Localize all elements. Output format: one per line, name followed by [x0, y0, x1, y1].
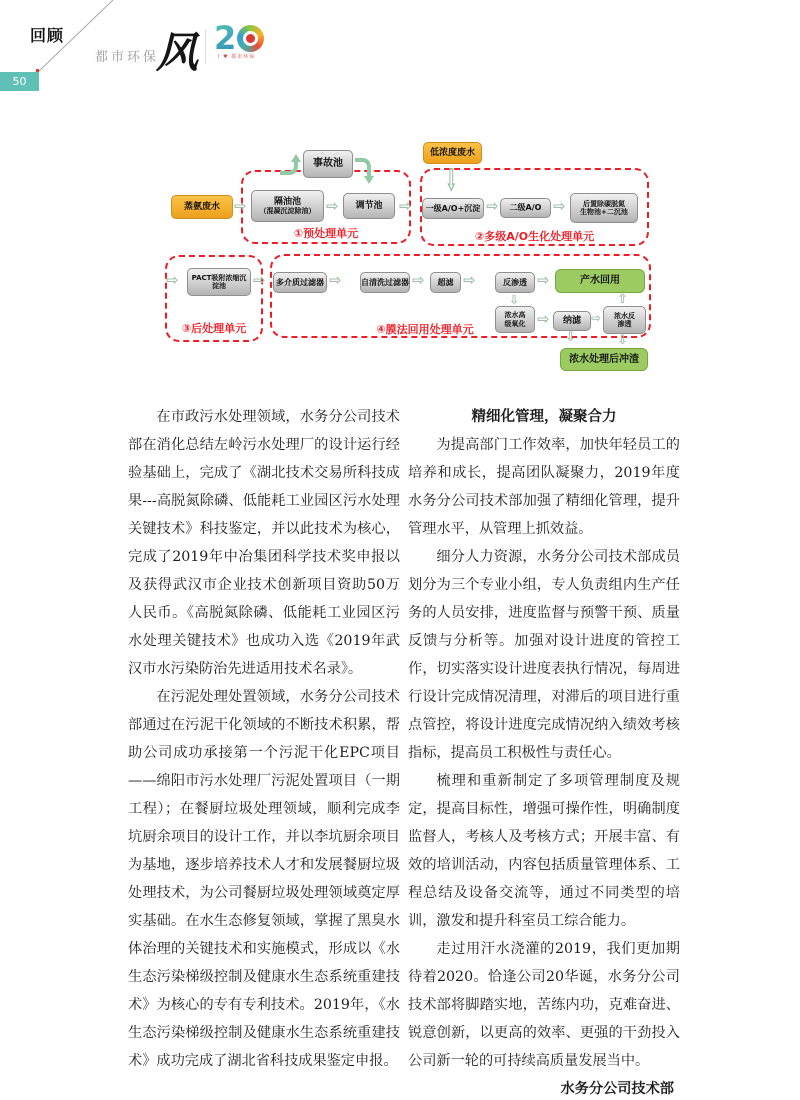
- paragraph: 细分人力资源，水务分公司技术部成员划分为三个专业小组，专人负责组内生产任务的人员安排，进度监督与预警干预、质量反馈与分析等。加强对设计进度的管控工作，切实落实设计进度表执行情况，每周进行设计完成情况清理，对滞后的项目进行重点管控，将设计进度完成情况纳入绩效考核指标，提高员工积极性与责任心。: [408, 549, 680, 761]
- node-label-line: 淀池: [212, 282, 226, 290]
- unit4-label: ④膜法回用处理单元: [376, 323, 474, 336]
- flow-arrow-right-icon: [412, 273, 425, 288]
- flow-arrow-right-icon: [537, 312, 550, 327]
- paragraph: 为提高部门工作效率，加快年轻员工的培养和成长，提高团队凝聚力，2019年度水务分公司技术部加强了精细化管理，提升管理水平，从管理上抓效益。: [408, 437, 680, 537]
- node-ultrafiltration: 超滤: [430, 272, 461, 293]
- unit2-label: ②多级A/O生化处理单元: [474, 230, 595, 243]
- flow-arrow-up-icon: [617, 293, 628, 306]
- flow-arrow-right-icon: [537, 273, 550, 288]
- paragraph: 在市政污水处理领域，水务分公司技术部在消化总结左岭污水处理厂的设计运行经验基础上，完成了《湖北技术交易所科技成果---高脱氮除磷、低能耗工业园区污水处理关键技术》科技鉴定，并以此技术为核心，完成了2019年中冶集团科学技术奖申报以及获得武汉市企业技术创新项目资助50万人民币。《高脱氮除磷、低能耗工业园区污水处理关键技术》也成功入选《2019年武汉市水污染防治先进适用技术名录》。: [128, 409, 400, 677]
- flow-arrow-down-icon: [445, 166, 458, 198]
- flow-arrow-right-icon: [463, 273, 476, 288]
- section-label: 回顾: [30, 26, 65, 45]
- article-left-column: [128, 403, 400, 1075]
- flow-arrow-right-icon: [234, 199, 247, 214]
- node-selfclean-filter: 自清洗过滤器: [360, 272, 410, 293]
- flow-arrow-right-icon: [326, 199, 339, 214]
- node-water-reuse: 产水回用: [555, 269, 645, 293]
- line-end-dot: [36, 69, 39, 72]
- header-diagonal-line: [0, 0, 130, 80]
- flow-arrow-down-icon: [565, 331, 576, 344]
- node-ammonia-wastewater: 蒸氨废水: [171, 195, 233, 219]
- node-label-line: 级氧化: [504, 319, 526, 328]
- logo-digit-2: 2: [214, 19, 237, 57]
- paragraph: 梳理和重新制定了多项管理制度及规定，提高目标性，增强可操作性，明确制度监督人，考核人及考核方式；开展丰富、有效的培训活动，内容包括质量管理体系、工程总结及设备交流等，通过不同类型的培训，激发和提升科室员工综合能力。: [408, 773, 680, 929]
- article-right-column: [408, 403, 680, 1100]
- article-signature: 水务分公司技术部: [560, 1081, 674, 1097]
- node-accident-tank: 事故池: [303, 150, 353, 178]
- paragraph: 走过用汗水浇灌的2019，我们更加期待着2020。恰逢公司20华诞，水务分公司技术部将脚踏实地，苦练内功，克难奋进、锐意创新，以更高的效率、更强的干劲投入公司新一轮的可持续高质量发展当中。: [408, 941, 680, 1069]
- brand-name: 都市环保: [95, 50, 160, 65]
- node-low-conc-wastewater: 低浓度废水: [423, 142, 482, 164]
- node-ao1: 一级A/O+沉淀: [422, 198, 484, 219]
- node-slag-flushing: 浓水处理后冲渣: [560, 348, 648, 371]
- node-label-line: 后置除碳脱氮: [583, 199, 625, 208]
- node-label-line: 生物池+二沉池: [580, 208, 628, 216]
- flow-arrow-right-icon: [166, 273, 179, 288]
- process-diagram: [150, 135, 662, 383]
- node-label-line: 浓水高: [504, 311, 526, 320]
- brand-calligraphy-glyph: 风: [156, 28, 199, 77]
- flow-arrow-down-icon: [617, 334, 628, 347]
- unit3-label: ③后处理单元: [181, 322, 247, 335]
- node-nanofiltration: 纳滤: [553, 311, 591, 331]
- node-label-line: 隔油池: [273, 196, 301, 207]
- node-regulating-tank: 调节池: [343, 193, 395, 219]
- paragraph: 在污泥处理处置领域，水务分公司技术部通过在污泥干化领域的不断技术积累，帮助公司成功承接第一个污泥干化EPC项目——绵阳市污水处理厂污泥处置项目（一期工程）；在餐厨垃圾处理领域，顺利完成李坑厨余项目的设计工作，并以李坑厨余项目为基地，逐步培养技术人才和发展餐厨垃圾处理技术，为公司餐厨垃圾处理领域奠定厚实基础。在水生态修复领域，掌握了黑臭水体治理的关键技术和实施模式，形成以《水生态污染梯级控制及健康水生态系统重建技术》为核心的专有专利技术。2019年，《水生态污染梯级控制及健康水生态系统重建技术》成功完成了湖北省科技成果鉴定申报。: [128, 689, 400, 1069]
- node-label-line: 浓水反: [614, 311, 635, 320]
- flow-arrow-down-icon: [509, 294, 519, 306]
- flow-arrow-right-icon: [486, 199, 499, 214]
- flow-arrow-right-icon: [591, 312, 601, 324]
- flow-arrow-right-icon: [253, 273, 266, 288]
- node-label-line: PACT吸附浓缩沉: [191, 273, 247, 282]
- node-ao2: 二级A/O: [500, 198, 551, 218]
- accident-tank-curved-arrows-icon: [150, 135, 662, 383]
- flow-arrow-right-icon: [399, 199, 412, 214]
- anniversary-caption: I ♥ 都市环保: [218, 54, 256, 60]
- flow-arrow-right-icon: [553, 199, 566, 214]
- header-divider: [205, 30, 206, 64]
- unit1-label: ①预处理单元: [293, 227, 359, 240]
- node-label-line: （混凝沉淀除油）: [259, 207, 316, 216]
- page-number-badge: 50: [0, 72, 39, 91]
- logo-ring-zero-icon: [237, 25, 264, 52]
- node-multimedia-filter: 多介质过滤器: [273, 272, 327, 293]
- flow-arrow-right-icon: [329, 273, 342, 288]
- node-label-line: 渗透: [617, 320, 632, 328]
- article-subheading: 精细化管理，凝聚合力: [471, 409, 617, 425]
- node-reverse-osmosis: 反渗透: [495, 272, 535, 293]
